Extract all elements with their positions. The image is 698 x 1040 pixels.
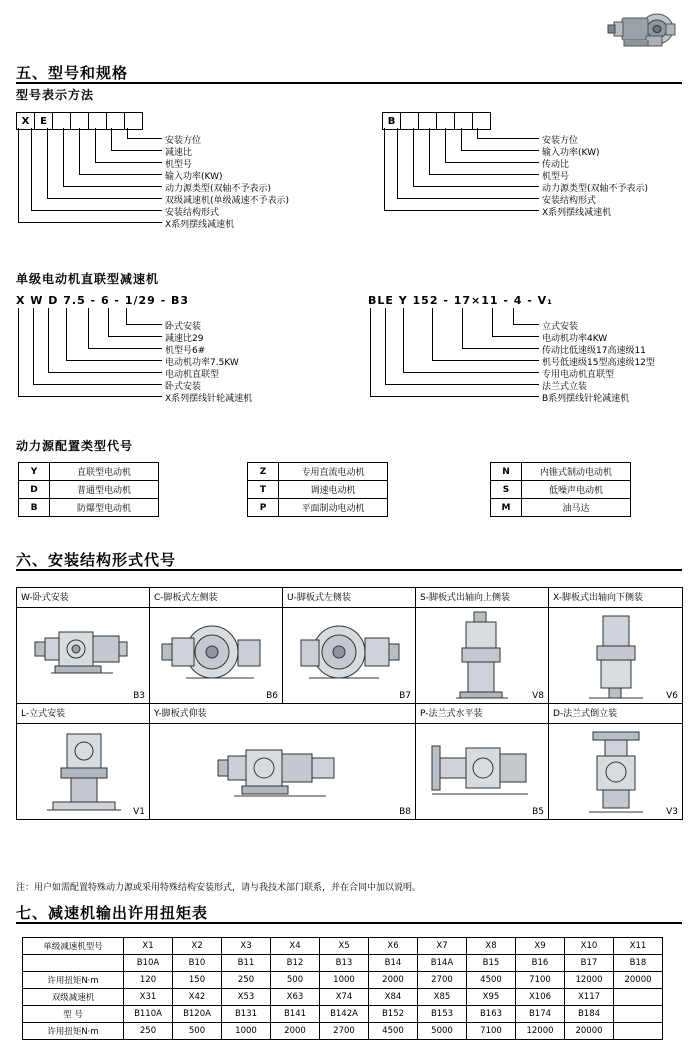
- torque-cell-1-1: B10: [173, 955, 222, 972]
- model-right-label-2: 传动比: [542, 160, 570, 170]
- model-right-label-0: 安装方位: [542, 136, 579, 146]
- torque-cell-3-9: X117: [565, 989, 614, 1006]
- mount-figure-s: [416, 608, 548, 703]
- example-right-code: BLE Y 152 - 17×11 - 4 - V₁: [368, 294, 553, 307]
- table-row: [23, 989, 663, 1006]
- torque-cell-4-4: B142A: [320, 1006, 369, 1023]
- power-name-p: 平面制动电动机: [279, 499, 388, 517]
- mount-figure-u: [283, 608, 415, 703]
- power-type-table-1: [18, 462, 159, 517]
- mount-figure-c: [150, 608, 282, 703]
- torque-cell-4-10: [614, 1006, 663, 1023]
- model-left-label-7: X系列摆线减速机: [165, 220, 235, 230]
- torque-cell-3-7: X95: [467, 989, 516, 1006]
- example-right-label-6: B系列摆线针轮减速机: [542, 394, 630, 404]
- mount-figure-p: [416, 724, 548, 819]
- sub-header-model-notation: 型号表示方法: [16, 88, 95, 102]
- torque-cell-4-3: B141: [271, 1006, 320, 1023]
- example-left-label-2: 机型号6#: [165, 346, 206, 356]
- torque-cell-2-7: 4500: [467, 972, 516, 989]
- torque-cell-3-3: X63: [271, 989, 320, 1006]
- mount-figure-l: [17, 724, 149, 819]
- model-left-label-1: 减速比: [165, 148, 193, 158]
- section-7-title: 七、减速机输出许用扭矩表: [16, 904, 209, 922]
- table-row: [248, 481, 388, 499]
- table-row: [248, 499, 388, 517]
- torque-cell-3-4: X74: [320, 989, 369, 1006]
- torque-cell-0-2: X3: [222, 938, 271, 955]
- mount-title-d: D-法兰式倒立装: [549, 704, 683, 724]
- torque-cell-4-0: B110A: [124, 1006, 173, 1023]
- mount-title-y: Y-脚板式仰装: [150, 704, 416, 724]
- power-code-p: P: [248, 499, 279, 517]
- torque-cell-0-7: X8: [467, 938, 516, 955]
- mount-cell-d: [549, 724, 683, 820]
- table-row-headers-2: [17, 704, 683, 724]
- model-right-cell-2: [418, 112, 437, 130]
- power-type-table-2: [247, 462, 388, 517]
- example-left-label-5: 卧式安装: [165, 382, 202, 392]
- table-row: [19, 481, 159, 499]
- section-6-title: 六、安装结构形式代号: [16, 551, 177, 569]
- section-7-rule: [16, 922, 682, 924]
- torque-cell-2-0: 120: [124, 972, 173, 989]
- model-left-label-4: 动力源类型(双轴不予表示): [165, 184, 272, 194]
- section-5-rule: [16, 82, 682, 84]
- gear-motor-horizontal-icon: [17, 608, 149, 703]
- mount-figure-y: [150, 724, 415, 819]
- torque-cell-1-3: B12: [271, 955, 320, 972]
- torque-cell-1-5: B14: [369, 955, 418, 972]
- mount-figure-d: [549, 724, 682, 819]
- mounting-structure-table: [16, 587, 683, 820]
- power-name-s: 低噪声电动机: [522, 481, 631, 499]
- power-code-y: Y: [19, 463, 50, 481]
- torque-cell-5-7: 7100: [467, 1023, 516, 1040]
- table-row: [23, 938, 663, 955]
- mount-title-c: C-脚板式左侧装: [150, 588, 283, 608]
- model-right-label-6: X系列摆线减速机: [542, 208, 612, 218]
- mount-title-p: P-法兰式水平装: [416, 704, 549, 724]
- gear-motor-flange-inverted-icon: [549, 724, 682, 819]
- torque-cell-5-8: 12000: [516, 1023, 565, 1040]
- torque-cell-0-1: X2: [173, 938, 222, 955]
- table-row: [19, 463, 159, 481]
- model-right-cell-0: B: [382, 112, 401, 130]
- table-row: [23, 955, 663, 972]
- mount-code-v1: V1: [133, 807, 145, 817]
- example-right-label-4: 专用电动机直联型: [542, 370, 615, 380]
- mount-code-b6: B6: [266, 691, 278, 701]
- mount-title-w: W-卧式安装: [17, 588, 150, 608]
- torque-cell-2-4: 1000: [320, 972, 369, 989]
- torque-cell-1-7: B15: [467, 955, 516, 972]
- example-right-label-1: 电动机功率4KW: [542, 334, 608, 344]
- model-left-label-3: 输入功率(KW): [165, 172, 223, 182]
- mount-title-x: X-脚板式出轴向下侧装: [549, 588, 683, 608]
- torque-cell-1-4: B13: [320, 955, 369, 972]
- mount-code-b7: B7: [399, 691, 411, 701]
- example-right-label-5: 法兰式立装: [542, 382, 588, 392]
- sub-header-single-stage: 单级电动机直联型减速机: [16, 272, 160, 286]
- model-left-label-6: 安装结构形式: [165, 208, 220, 218]
- model-left-cell-4: [88, 112, 107, 130]
- mount-cell-s: [416, 608, 549, 704]
- table-row-headers-1: [17, 588, 683, 608]
- gear-motor-shaft-down-icon: [549, 608, 682, 703]
- mount-title-u: U-脚板式左侧装: [283, 588, 416, 608]
- example-left-label-0: 卧式安装: [165, 322, 202, 332]
- power-name-z: 专用直流电动机: [279, 463, 388, 481]
- torque-cell-2-9: 12000: [565, 972, 614, 989]
- mount-figure-w: [17, 608, 149, 703]
- power-code-t: T: [248, 481, 279, 499]
- gear-motor-shaft-up-icon: [416, 608, 548, 703]
- gear-motor-face-up-icon: [150, 724, 415, 819]
- torque-cell-4-5: B152: [369, 1006, 418, 1023]
- mount-code-v8: V8: [532, 691, 544, 701]
- mount-cell-c: [150, 608, 283, 704]
- gear-motor-vertical-icon: [17, 724, 149, 819]
- power-code-z: Z: [248, 463, 279, 481]
- table-row: [23, 972, 663, 989]
- torque-cell-5-2: 1000: [222, 1023, 271, 1040]
- model-left-label-0: 安装方位: [165, 136, 202, 146]
- model-code-right: [382, 112, 490, 130]
- power-name-n: 内锥式制动电动机: [522, 463, 631, 481]
- torque-cell-2-6: 2700: [418, 972, 467, 989]
- power-code-s: S: [491, 481, 522, 499]
- mount-code-b3: B3: [133, 691, 145, 701]
- gear-motor-flange-right-icon: [283, 608, 415, 703]
- model-left-cell-0: X: [16, 112, 35, 130]
- torque-cell-2-3: 500: [271, 972, 320, 989]
- torque-cell-4-1: B120A: [173, 1006, 222, 1023]
- example-left-code: X W D 7.5 - 6 - 1/29 - B3: [16, 294, 190, 307]
- example-right-label-0: 立式安装: [542, 322, 579, 332]
- torque-row-label-0: 单级减速机型号: [23, 938, 124, 955]
- power-code-d: D: [19, 481, 50, 499]
- example-right-label-2: 传动比低速级17高速级11: [542, 346, 646, 356]
- torque-cell-3-5: X84: [369, 989, 418, 1006]
- torque-cell-5-5: 4500: [369, 1023, 418, 1040]
- table-row: [19, 499, 159, 517]
- torque-row-label-2: 许用扭矩N·m: [23, 972, 124, 989]
- model-right-cell-4: [454, 112, 473, 130]
- power-code-n: N: [491, 463, 522, 481]
- model-left-cell-5: [106, 112, 125, 130]
- power-code-b: B: [19, 499, 50, 517]
- example-left-label-1: 减速比29: [165, 334, 204, 344]
- model-left-cell-2: [52, 112, 71, 130]
- torque-cell-4-2: B131: [222, 1006, 271, 1023]
- model-right-label-4: 动力源类型(双轴不予表示): [542, 184, 649, 194]
- torque-cell-3-2: X53: [222, 989, 271, 1006]
- power-name-m: 油马达: [522, 499, 631, 517]
- torque-cell-4-9: B184: [565, 1006, 614, 1023]
- torque-cell-5-0: 250: [124, 1023, 173, 1040]
- torque-cell-0-4: X5: [320, 938, 369, 955]
- mount-code-v6: V6: [666, 691, 678, 701]
- mount-cell-x: [549, 608, 683, 704]
- gear-motor-flange-left-icon: [150, 608, 282, 703]
- torque-cell-0-9: X10: [565, 938, 614, 955]
- table-row: [491, 463, 631, 481]
- torque-cell-5-4: 2700: [320, 1023, 369, 1040]
- torque-cell-2-1: 150: [173, 972, 222, 989]
- model-right-label-1: 输入功率(KW): [542, 148, 600, 158]
- torque-cell-1-8: B16: [516, 955, 565, 972]
- torque-cell-5-9: 20000: [565, 1023, 614, 1040]
- torque-cell-3-0: X31: [124, 989, 173, 1006]
- example-left-label-4: 电动机直联型: [165, 370, 220, 380]
- torque-cell-2-2: 250: [222, 972, 271, 989]
- table-row: [23, 1006, 663, 1023]
- mount-code-b8: B8: [399, 807, 411, 817]
- torque-row-label-5: 许用扭矩N·m: [23, 1023, 124, 1040]
- table-row-figures-1: [17, 608, 683, 704]
- torque-cell-1-2: B11: [222, 955, 271, 972]
- torque-cell-4-6: B153: [418, 1006, 467, 1023]
- mount-title-s: S-脚板式出轴向上侧装: [416, 588, 549, 608]
- torque-row-label-4: 型 号: [23, 1006, 124, 1023]
- model-right-label-5: 安装结构形式: [542, 196, 597, 206]
- torque-cell-2-8: 7100: [516, 972, 565, 989]
- model-left-label-2: 机型号: [165, 160, 193, 170]
- torque-cell-4-8: B174: [516, 1006, 565, 1023]
- torque-cell-0-5: X6: [369, 938, 418, 955]
- mount-code-v3: V3: [666, 807, 678, 817]
- power-name-d: 普通型电动机: [50, 481, 159, 499]
- section-6-rule: [16, 569, 682, 571]
- torque-cell-1-6: B14A: [418, 955, 467, 972]
- mount-cell-w: [17, 608, 150, 704]
- torque-cell-0-6: X7: [418, 938, 467, 955]
- model-left-cell-1: E: [34, 112, 53, 130]
- torque-row-label-3: 双级减速机: [23, 989, 124, 1006]
- torque-cell-2-10: 20000: [614, 972, 663, 989]
- power-name-b: 防爆型电动机: [50, 499, 159, 517]
- table-row: [248, 463, 388, 481]
- product-photo-icon: [600, 6, 680, 52]
- power-name-y: 直联型电动机: [50, 463, 159, 481]
- model-right-label-3: 机型号: [542, 172, 570, 182]
- torque-cell-5-3: 2000: [271, 1023, 320, 1040]
- torque-cell-0-0: X1: [124, 938, 173, 955]
- torque-cell-1-10: B18: [614, 955, 663, 972]
- example-left-label-3: 电动机功率7.5KW: [165, 358, 239, 368]
- torque-cell-1-0: B10A: [124, 955, 173, 972]
- mount-title-l: L-立式安装: [17, 704, 150, 724]
- mount-cell-p: [416, 724, 549, 820]
- torque-cell-0-8: X9: [516, 938, 565, 955]
- torque-table: [22, 937, 663, 1040]
- sub-header-power-type: 动力源配置类型代号: [16, 439, 134, 453]
- torque-cell-1-9: B17: [565, 955, 614, 972]
- table-row: [491, 499, 631, 517]
- torque-cell-2-5: 2000: [369, 972, 418, 989]
- model-right-cell-5: [472, 112, 491, 130]
- torque-cell-3-10: [614, 989, 663, 1006]
- section-5-title-text: 五、型号和规格: [16, 64, 129, 82]
- model-left-label-5: 双级减速机(单级减速不予表示): [165, 196, 290, 206]
- power-code-m: M: [491, 499, 522, 517]
- torque-cell-3-8: X106: [516, 989, 565, 1006]
- torque-cell-5-6: 5000: [418, 1023, 467, 1040]
- torque-row-label-1: [23, 955, 124, 972]
- torque-cell-3-1: X42: [173, 989, 222, 1006]
- table-row: [491, 481, 631, 499]
- mount-code-b5: B5: [532, 807, 544, 817]
- gear-motor-flange-horizontal-icon: [416, 724, 548, 819]
- torque-cell-5-10: [614, 1023, 663, 1040]
- mount-cell-y: [150, 724, 416, 820]
- power-name-t: 调速电动机: [279, 481, 388, 499]
- torque-cell-0-10: X11: [614, 938, 663, 955]
- example-left-label-6: X系列摆线针轮减速机: [165, 394, 253, 404]
- table-row: [23, 1023, 663, 1040]
- power-type-table-3: [490, 462, 631, 517]
- torque-cell-3-6: X85: [418, 989, 467, 1006]
- section-5-title: [16, 62, 166, 83]
- model-right-cell-1: [400, 112, 419, 130]
- mount-cell-l: [17, 724, 150, 820]
- table-row-figures-2: [17, 724, 683, 820]
- note-text: 注：用户如需配置特殊动力源或采用特殊结构安装形式，请与我技术部门联系，并在合同中加以说明。: [16, 883, 422, 893]
- example-right-label-3: 机号低速级15型高速级12型: [542, 358, 655, 368]
- mount-figure-x: [549, 608, 682, 703]
- torque-cell-0-3: X4: [271, 938, 320, 955]
- mount-cell-u: [283, 608, 416, 704]
- torque-cell-4-7: B163: [467, 1006, 516, 1023]
- torque-cell-5-1: 500: [173, 1023, 222, 1040]
